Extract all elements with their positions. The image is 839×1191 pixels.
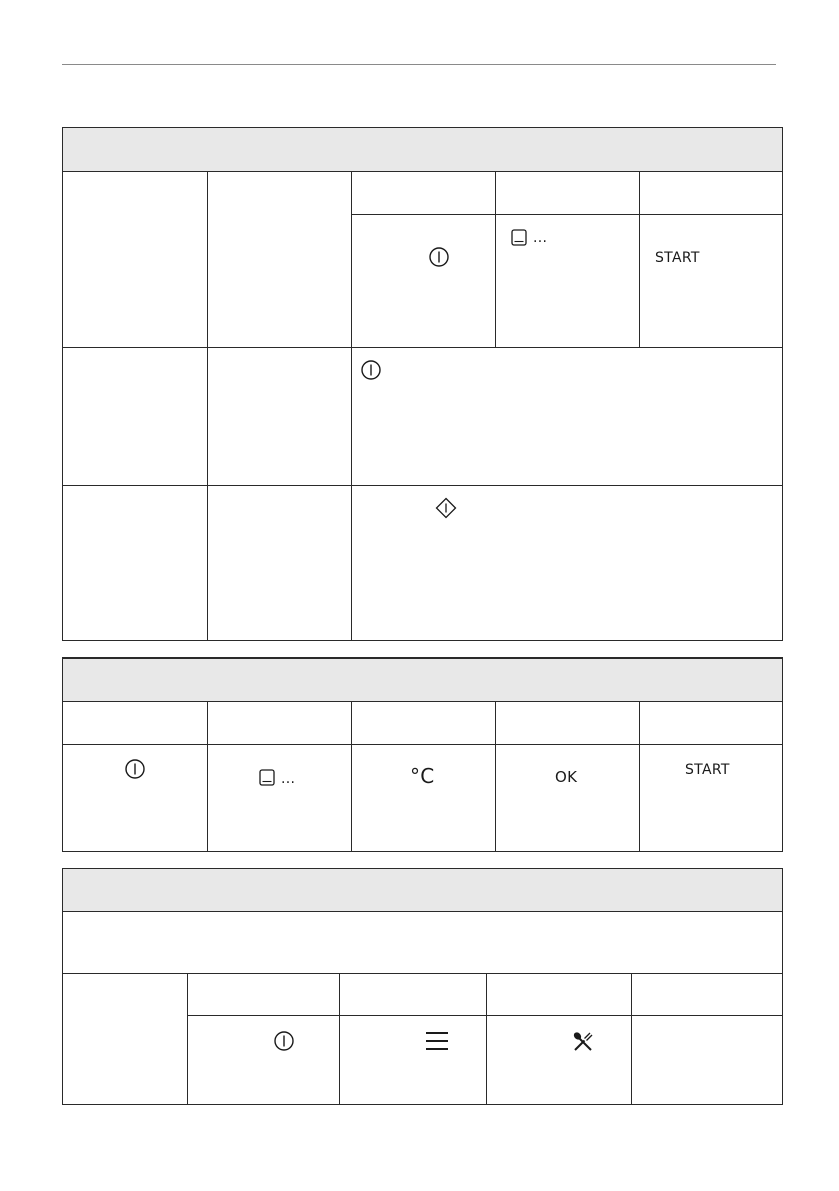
table-1-col-divider	[495, 172, 496, 347]
table-2-header	[63, 658, 782, 702]
table-2-col-divider	[207, 702, 208, 851]
power-icon	[124, 758, 146, 780]
power-icon	[360, 359, 382, 381]
table-3-row-divider	[63, 973, 782, 974]
oven-function-icon	[259, 769, 275, 786]
table-2-col-divider	[351, 702, 352, 851]
table-1-row-divider	[351, 214, 782, 215]
cutlery-icon	[572, 1031, 594, 1053]
table-3-header	[63, 869, 782, 912]
ellipsis-text: ...	[533, 230, 548, 246]
ok-button-icon: OK	[555, 768, 578, 786]
table-2-row-divider	[63, 744, 782, 745]
table-1-col-divider	[207, 172, 208, 640]
table-1	[62, 127, 783, 641]
start-stop-icon	[435, 497, 457, 519]
table-3-col-divider	[187, 973, 188, 1104]
table-1-row-divider	[63, 485, 782, 486]
table-1-header	[63, 128, 782, 172]
start-label: START	[655, 250, 700, 266]
table-1-row-divider	[63, 347, 782, 348]
ellipsis-text: ...	[281, 771, 296, 787]
table-3-col-divider	[339, 973, 340, 1104]
table-2	[62, 657, 783, 852]
table-2-col-divider	[639, 702, 640, 851]
start-label: START	[685, 762, 730, 778]
temperature-icon: °C	[410, 764, 435, 788]
power-icon	[273, 1030, 295, 1052]
table-3-col-divider	[486, 973, 487, 1104]
table-2-col-divider	[495, 702, 496, 851]
power-icon	[428, 246, 450, 268]
table-1-col-divider	[639, 172, 640, 347]
table-3	[62, 868, 783, 1105]
table-1-col-divider	[351, 172, 352, 640]
table-3-col-divider	[631, 973, 632, 1104]
table-3-row-divider	[187, 1015, 782, 1016]
menu-icon	[425, 1031, 449, 1051]
top-rule	[62, 64, 776, 65]
oven-function-icon	[511, 229, 527, 246]
